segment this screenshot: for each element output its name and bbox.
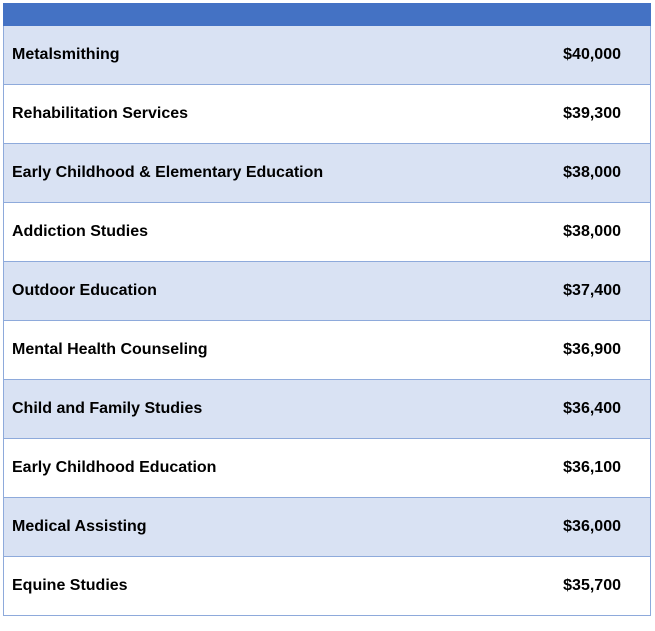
salary-cell: $36,900 bbox=[490, 321, 651, 380]
major-cell: Outdoor Education bbox=[4, 262, 490, 321]
table-row bbox=[4, 439, 651, 498]
major-cell: Child and Family Studies bbox=[4, 380, 490, 439]
major-cell: Mental Health Counseling bbox=[4, 321, 490, 380]
salary-cell: $38,000 bbox=[490, 144, 651, 203]
table-row bbox=[4, 262, 651, 321]
salary-cell: $38,000 bbox=[490, 203, 651, 262]
header-cell-major bbox=[4, 4, 490, 26]
table-row bbox=[4, 85, 651, 144]
table-row bbox=[4, 321, 651, 380]
major-cell: Metalsmithing bbox=[4, 26, 490, 85]
salary-cell: $35,700 bbox=[490, 557, 651, 616]
salary-cell: $36,000 bbox=[490, 498, 651, 557]
salary-cell: $40,000 bbox=[490, 26, 651, 85]
salary-cell: $36,400 bbox=[490, 380, 651, 439]
salary-cell: $36,100 bbox=[490, 439, 651, 498]
salary-cell: $37,400 bbox=[490, 262, 651, 321]
table-row bbox=[4, 380, 651, 439]
major-cell: Addiction Studies bbox=[4, 203, 490, 262]
table-row bbox=[4, 26, 651, 85]
table-row bbox=[4, 498, 651, 557]
header-row bbox=[4, 4, 651, 26]
table-row bbox=[4, 203, 651, 262]
major-cell: Medical Assisting bbox=[4, 498, 490, 557]
salary-table-container bbox=[3, 3, 651, 616]
table-row bbox=[4, 144, 651, 203]
table-body bbox=[4, 26, 651, 616]
major-cell: Early Childhood Education bbox=[4, 439, 490, 498]
major-cell: Equine Studies bbox=[4, 557, 490, 616]
major-cell: Rehabilitation Services bbox=[4, 85, 490, 144]
salary-table bbox=[3, 3, 651, 616]
salary-cell: $39,300 bbox=[490, 85, 651, 144]
table-row bbox=[4, 557, 651, 616]
major-cell: Early Childhood & Elementary Education bbox=[4, 144, 490, 203]
table-header bbox=[4, 4, 651, 26]
header-cell-salary bbox=[490, 4, 651, 26]
